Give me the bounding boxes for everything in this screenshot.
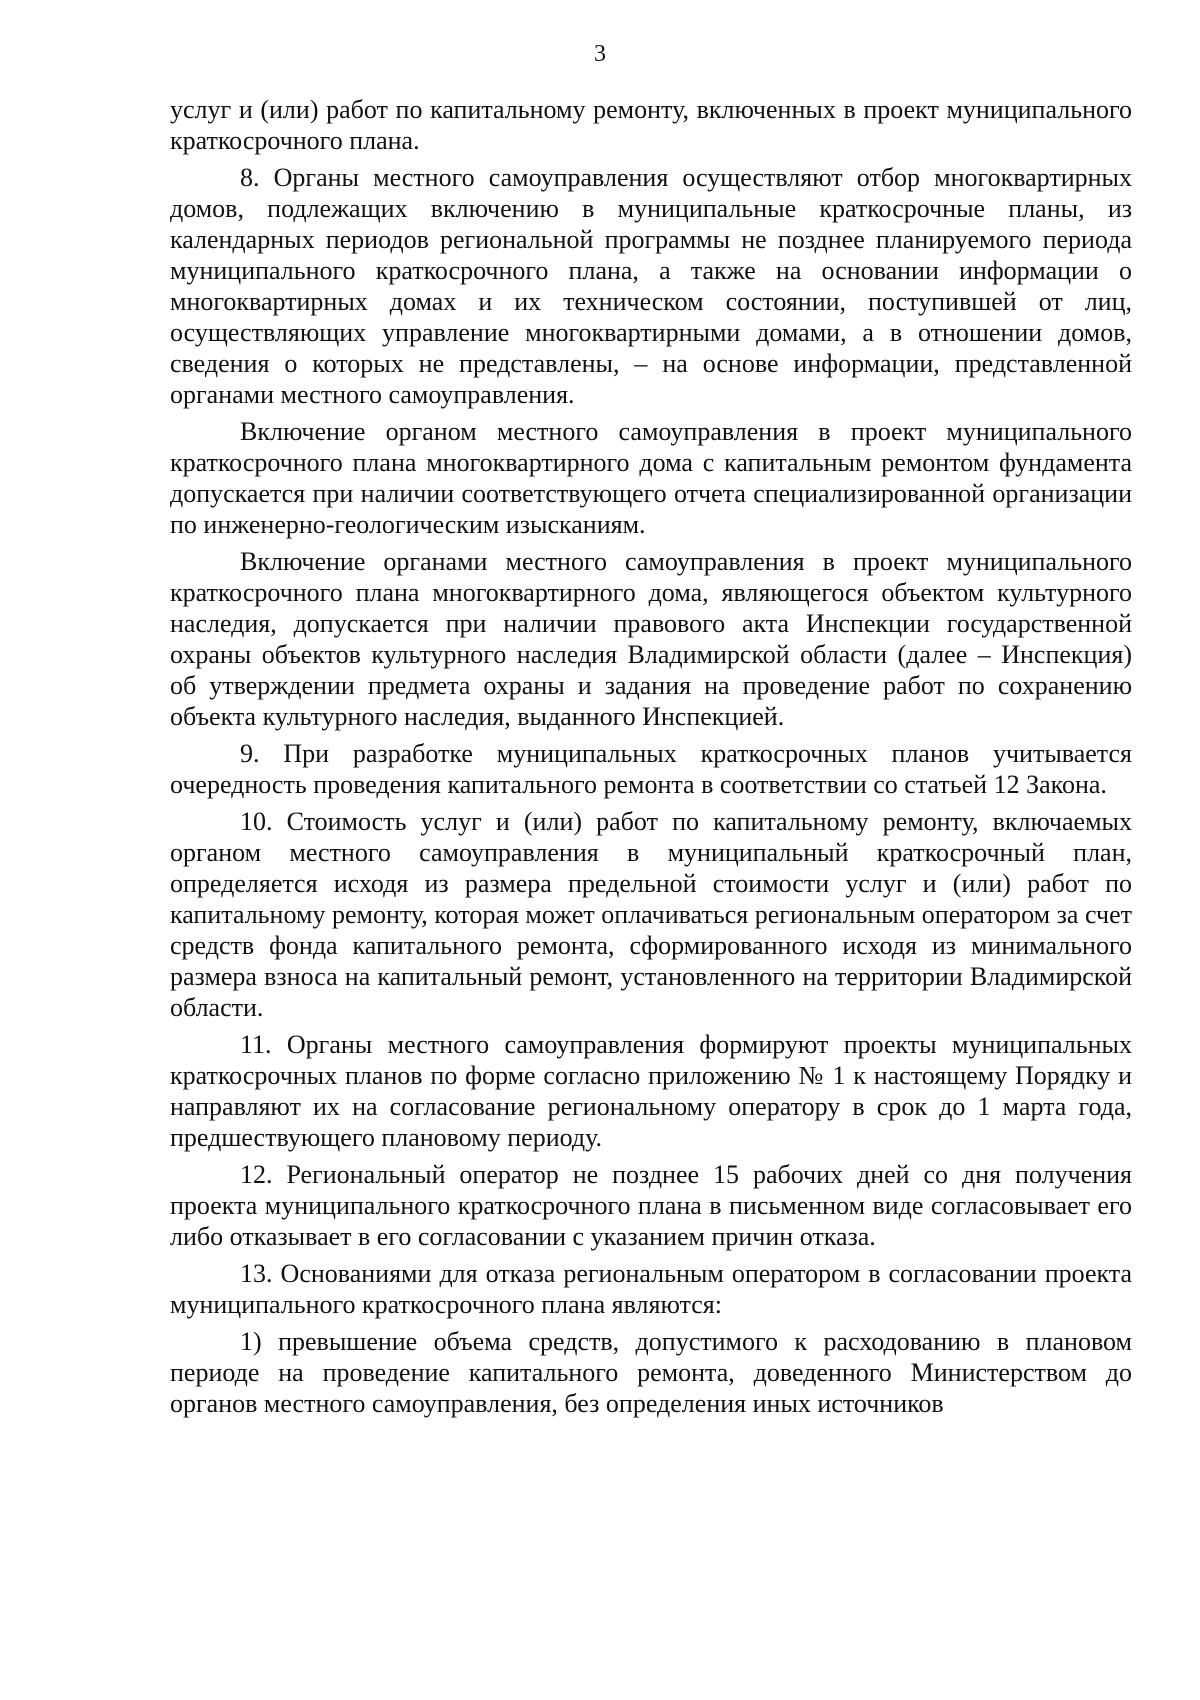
paragraph-item-11: 11. Органы местного самоуправления формируют проекты муниципальных краткосрочных планов по форме согласно приложению № 1 к настоящему Порядку и направляют их на согласование региональному оператору в срок до 1 марта года, предшествующего плановому периоду.	[170, 1030, 1132, 1152]
paragraph-foundation-repair: Включение органом местного самоуправления в проект муниципального краткосрочного плана многоквартирного дома с капитальным ремонтом фундамента допускается при наличии соответствующего отчета специализированной организации по инженерно-геологическим изысканиям.	[170, 417, 1132, 539]
paragraph-continuation: услуг и (или) работ по капитальному ремонту, включенных в проект муниципального краткосрочного плана.	[170, 95, 1132, 155]
document-body	[170, 94, 1132, 1425]
paragraph-subitem-1: 1) превышение объема средств, допустимого к расходованию в плановом периоде на проведение капитального ремонта, доведенного Министерством до органов местного самоуправления, без определения иных источников	[170, 1327, 1132, 1418]
paragraph-item-8: 8. Органы местного самоуправления осуществляют отбор многоквартирных домов, подлежащих включению в муниципальные краткосрочные планы, из календарных периодов региональной программы не позднее планируемого периода муниципального краткосрочного плана, а также на основании информации о многоквартирных домах и их техническом состоянии, поступившей от лиц, осуществляющих управление многоквартирными домами, а в отношении домов, сведения о которых не представлены, – на основе информации, представленной органами местного самоуправления.	[170, 163, 1132, 409]
paragraph-item-13: 13. Основаниями для отказа региональным оператором в согласовании проекта муниципального краткосрочного плана являются:	[170, 1259, 1132, 1319]
paragraph-item-10: 10. Стоимость услуг и (или) работ по капитальному ремонту, включаемых органом местного самоуправления в муниципальный краткосрочный план, определяется исходя из размера предельной стоимости услуг и (или) работ по капитальному ремонту, которая может оплачиваться региональным оператором за счет средств фонда капитального ремонта, сформированного исходя из минимального размера взноса на капитальный ремонт, установленного на территории Владимирской области.	[170, 807, 1132, 1022]
paragraph-item-9: 9. При разработке муниципальных краткосрочных планов учитывается очередность проведения капитального ремонта в соответствии со статьей 12 Закона.	[170, 739, 1132, 799]
paragraph-item-12: 12. Региональный оператор не позднее 15 рабочих дней со дня получения проекта муниципального краткосрочного плана в письменном виде согласовывает его либо отказывает в его согласовании с указанием причин отказа.	[170, 1160, 1132, 1251]
paragraph-cultural-heritage: Включение органами местного самоуправления в проект муниципального краткосрочного плана многоквартирного дома, являющегося объектом культурного наследия, допускается при наличии правового акта Инспекции государственной охраны объектов культурного наследия Владимирской области (далее – Инспекция) об утверждении предмета охраны и задания на проведение работ по сохранению объекта культурного наследия, выданного Инспекцией.	[170, 547, 1132, 731]
page-number: 3	[594, 41, 606, 67]
